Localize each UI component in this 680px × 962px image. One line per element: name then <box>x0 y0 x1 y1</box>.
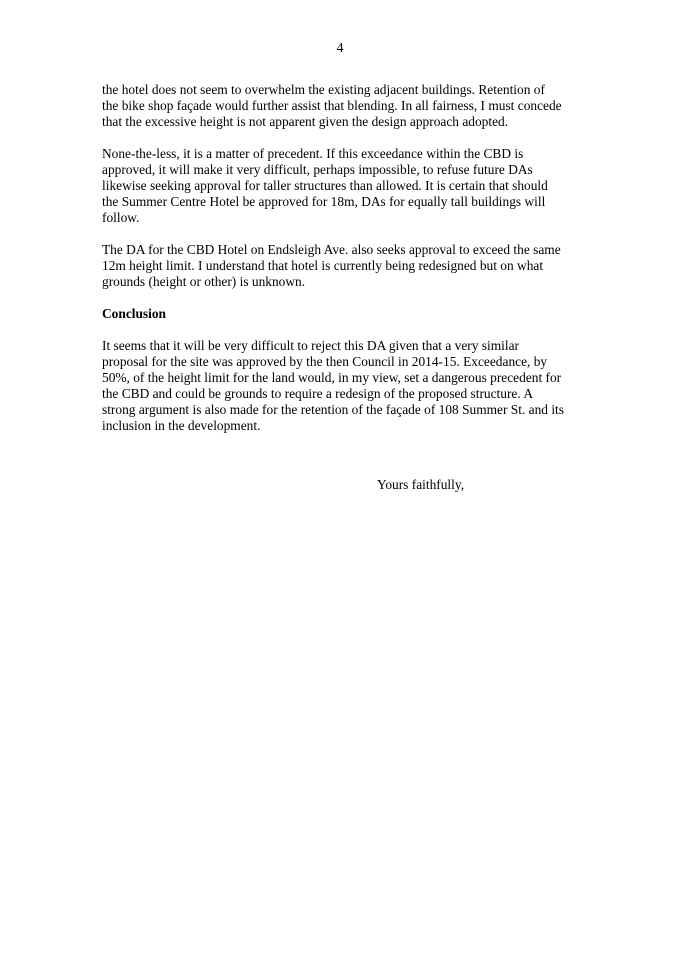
text-line: 12m height limit. I understand that hotel is currently being redesigned but on what <box>102 258 544 273</box>
text-line: grounds (height or other) is unknown. <box>102 274 306 289</box>
text-line: It seems that it will be very difficult to reject this DA given that a very similar <box>102 338 519 353</box>
paragraph-hotel-blending <box>102 82 584 130</box>
text-line: the Summer Centre Hotel be approved for 18m, DAs for equally tall buildings will <box>102 194 546 209</box>
conclusion-heading: Conclusion <box>102 306 166 321</box>
text-line: approved, it will make it very difficult, perhaps impossible, to refuse future DAs <box>102 162 533 177</box>
text-line: The DA for the CBD Hotel on Endsleigh Ave. also seeks approval to exceed the same <box>102 242 561 257</box>
text-line: the hotel does not seem to overwhelm the existing adjacent buildings. Retention of <box>102 82 545 97</box>
paragraph-conclusion <box>102 338 584 434</box>
text-line: the CBD and could be grounds to require a redesign of the proposed structure. A <box>102 386 533 401</box>
text-line: likewise seeking approval for taller structures than allowed. It is certain that should <box>102 178 548 193</box>
text-line: the bike shop façade would further assist that blending. In all fairness, I must concede <box>102 98 562 113</box>
text-line: None-the-less, it is a matter of precedent. If this exceedance within the CBD is <box>102 146 524 161</box>
text-line: proposal for the site was approved by the then Council in 2014-15. Exceedance, by <box>102 354 548 369</box>
text-line: follow. <box>102 210 140 225</box>
text-line: strong argument is also made for the retention of the façade of 108 Summer St. and its <box>102 402 564 417</box>
letter-body <box>102 82 584 434</box>
paragraph-precedent <box>102 146 584 226</box>
page-number: 4 <box>336 41 344 56</box>
paragraph-cbd-hotel <box>102 242 584 290</box>
closing-salutation: Yours faithfully, <box>377 477 465 492</box>
text-line: 50%, of the height limit for the land would, in my view, set a dangerous precedent for <box>102 370 562 385</box>
text-line: that the excessive height is not apparent given the design approach adopted. <box>102 114 509 129</box>
text-line: inclusion in the development. <box>102 418 261 433</box>
